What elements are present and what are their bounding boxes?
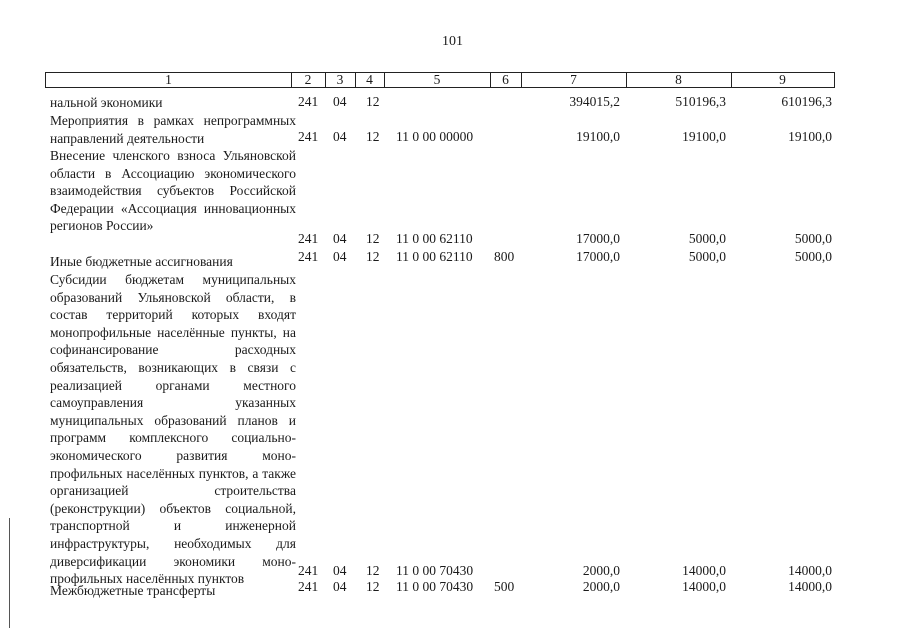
cell-target-article: 11 0 00 62110 (396, 231, 473, 246)
header-col-4: 4 (366, 72, 373, 87)
cell-target-article: 11 0 00 00000 (396, 129, 474, 144)
cell-chapter: 241 (298, 563, 319, 578)
cell-expense-type (494, 231, 524, 247)
cell-section: 04 (333, 249, 347, 264)
cell-amount-3: 5000,0 (794, 231, 832, 246)
cell-expense-type (494, 94, 524, 110)
header-col-7: 7 (570, 72, 577, 87)
cell-amount-2: 510196,3 (675, 94, 726, 109)
cell-target-article: 11 0 00 70430 (396, 579, 474, 594)
cell-amount-1: 2000,0 (582, 563, 620, 578)
cell-chapter: 241 (298, 129, 319, 144)
row-description: Иные бюджетные ассигнования (50, 254, 233, 269)
cell-chapter: 241 (298, 94, 319, 109)
cell-chapter: 241 (298, 249, 319, 264)
cell-amount-2: 19100,0 (682, 129, 726, 144)
row-description: Межбюджетные трансферты (50, 583, 216, 598)
cell-amount-2: 14000,0 (682, 563, 726, 578)
cell-amount-1: 394015,2 (569, 94, 620, 109)
row-description: Субсидии бюджетам муниципальных образований Ульяновской области, в состав территорий которых входят монопрофильные населённые пункты, на софинансирование расходных обязательств, возникающих в связи с реализацией органами местного самоуправления указанных муниципальных образований планов и программ комплексного социально-экономического развития монопрофильных населённых пунктов, а также организацией строительства (реконструкции) объектов социальной, транспортной и инженерной инфраструктуры, необходимых для диверсификации экономики монопрофильных населённых пунктов (50, 272, 296, 587)
cell-chapter: 241 (298, 579, 319, 594)
row-description: Внесение членского взноса Ульяновской области в Ассоциацию экономического взаимодействия субъектов Российской Федерации «Ассоциация инновационных регионов России» (50, 148, 296, 234)
cell-subsection: 12 (366, 563, 380, 578)
header-col-8: 8 (675, 72, 682, 87)
cell-amount-2: 14000,0 (682, 579, 726, 594)
cell-subsection: 12 (366, 94, 380, 109)
scan-margin-line (9, 518, 10, 628)
cell-section: 04 (333, 579, 347, 594)
cell-amount-1: 2000,0 (582, 579, 620, 594)
cell-expense-type (494, 129, 524, 145)
row-description: Мероприятия в рамках непрограммных направлений деятельности (50, 113, 296, 146)
cell-section: 04 (333, 231, 347, 246)
header-col-2: 2 (304, 72, 312, 87)
row-description: нальной экономики (50, 95, 163, 110)
cell-amount-3: 19100,0 (788, 129, 832, 144)
cell-expense-type (494, 563, 524, 579)
cell-target-article: 11 0 00 70430 (396, 563, 474, 578)
cell-amount-2: 5000,0 (688, 231, 726, 246)
cell-subsection: 12 (366, 249, 380, 264)
cell-subsection: 12 (366, 129, 380, 144)
table-header (45, 72, 835, 88)
cell-subsection: 12 (366, 231, 380, 246)
cell-section: 04 (333, 94, 347, 109)
cell-subsection: 12 (366, 579, 380, 594)
header-col-1: 1 (165, 72, 172, 87)
cell-target-article: 11 0 00 62110 (396, 249, 473, 264)
cell-section: 04 (333, 129, 347, 144)
cell-chapter: 241 (298, 231, 319, 246)
header-col-3: 3 (336, 72, 344, 87)
cell-amount-1: 19100,0 (576, 129, 620, 144)
cell-expense-type: 800 (494, 249, 515, 264)
cell-amount-3: 14000,0 (788, 563, 832, 578)
page-number: 101 (442, 34, 463, 49)
cell-amount-3: 5000,0 (794, 249, 832, 264)
cell-amount-1: 17000,0 (576, 249, 620, 264)
header-col-6: 6 (502, 72, 509, 87)
cell-section: 04 (333, 563, 347, 578)
header-col-9: 9 (779, 72, 786, 87)
cell-amount-3: 610196,3 (781, 94, 832, 109)
cell-amount-1: 17000,0 (576, 231, 620, 246)
header-col-5: 5 (433, 72, 441, 87)
cell-amount-3: 14000,0 (788, 579, 832, 594)
cell-expense-type: 500 (494, 579, 515, 594)
cell-amount-2: 5000,0 (688, 249, 726, 264)
cell-target-article (396, 94, 496, 110)
